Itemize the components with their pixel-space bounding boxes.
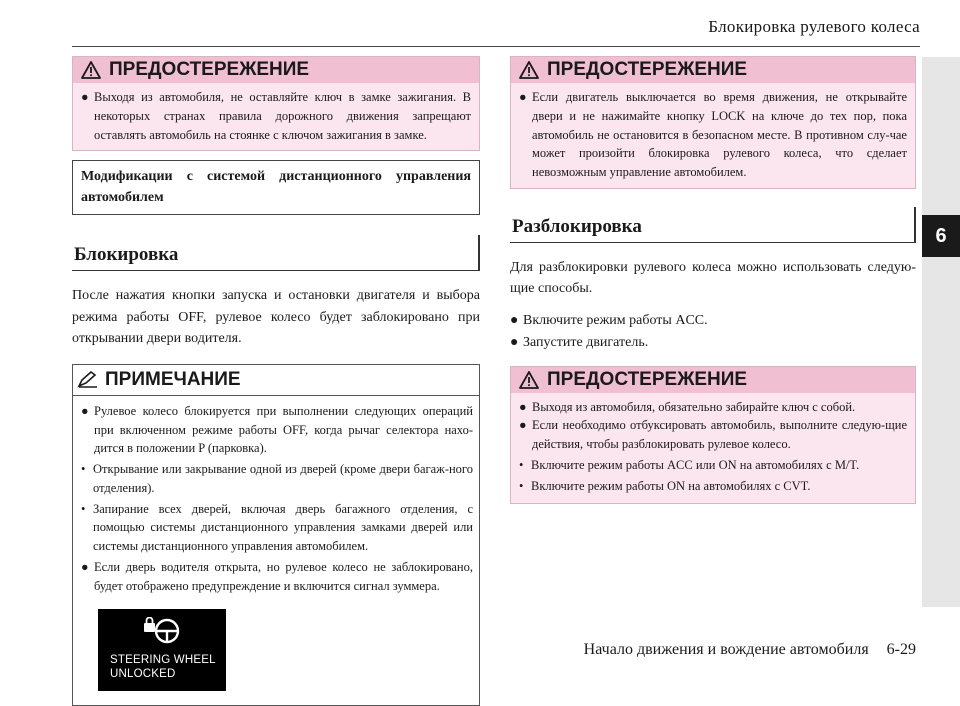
warning-box	[510, 56, 916, 189]
footer-section: Начало движения и вождение автомобиля	[583, 641, 869, 658]
warning-item: ● Если необходимо отбуксировать автомобиль, выполните следую-щие действия, чтобы разблокировать рулевое колесо.	[519, 418, 907, 451]
note-subitem: • Запирание всех дверей, включая дверь багажного отделения, с помощью системы дистанционного управления замками дверей или системы дистанционного управления автомобилем.	[81, 501, 473, 554]
warning-header	[511, 367, 915, 393]
steering-unlocked-display	[98, 609, 226, 691]
chapter-side-tab	[922, 57, 960, 607]
warning-title: ПРЕДОСТЕРЕЖЕНИЕ	[547, 59, 748, 80]
note-subitem: • Открывание или закрывание одной из дверей (кроме двери багаж-ного отделения).	[81, 462, 473, 495]
page-number: 6-29	[886, 641, 916, 658]
warning-item: ● Если двигатель выключается во время движения, не открывайте двери и не нажимайте кнопку LOCK на ключе до тех пор, пока автомобиль не остановится в безопасном месте. В противном слу-чае может произойти блокировка рулевого колеса, что сделает невозможным управление автомобилем.	[519, 90, 907, 179]
warning-subitem: • Включите режим работы ACC или ON на автомобилях с M/T.	[519, 457, 860, 472]
page-footer	[584, 641, 916, 659]
list-item: ● Включите режим работы ACC.	[510, 313, 708, 329]
display-line-2: UNLOCKED	[110, 667, 176, 680]
warning-triangle-icon	[519, 371, 539, 389]
warning-box	[72, 56, 480, 151]
section-title-unlock: Разблокировка	[510, 207, 916, 243]
page-header-title: Блокировка рулевого колеса	[708, 17, 920, 36]
warning-header	[511, 57, 915, 83]
warning-triangle-icon	[81, 61, 101, 79]
warning-item: ● Выходя из автомобиля, не оставляйте ключ в замке зажигания. В некоторых странах правила дорожного движения запрещают оставлять автомобиль на стоянке с ключом зажигания в замке.	[81, 90, 471, 142]
right-column	[510, 56, 916, 513]
unlock-paragraph: Для разблокировки рулевого колеса можно использовать следую-щие способы.	[510, 259, 916, 297]
warning-subitem: • Включите режим работы ON на автомобилях с CVT.	[519, 478, 811, 493]
warning-box	[510, 366, 916, 505]
models-box: Модификации с системой дистанционного управления автомобилем	[72, 160, 480, 215]
left-column	[72, 56, 480, 706]
note-item: ● Рулевое колесо блокируется при выполнении следующих операций при включенном режиме работы OFF, когда рычаг селектора нахо-дится в положении P (парковка).	[81, 403, 473, 456]
warning-header	[73, 57, 479, 83]
display-line-1: STEERING WHEEL	[110, 654, 216, 667]
lock-paragraph: После нажатия кнопки запуска и остановки двигателя и выбора режима работы OFF, рулевое колесо будет заблокировано при открывании двери водителя.	[72, 287, 480, 347]
note-item: ● Если дверь водителя открыта, но рулевое колесо не заблокировано, будет отображено предупреждение и включится сигнал зуммера.	[81, 559, 473, 593]
header-rule	[72, 46, 920, 47]
warning-item: ● Выходя из автомобиля, обязательно забирайте ключ с собой.	[519, 399, 856, 414]
steering-wheel-lock-icon	[142, 617, 182, 647]
unlock-methods-list	[510, 310, 916, 353]
note-title: ПРИМЕЧАНИЕ	[105, 368, 241, 390]
warning-triangle-icon	[519, 61, 539, 79]
warning-title: ПРЕДОСТЕРЕЖЕНИЕ	[109, 59, 310, 80]
note-header	[73, 365, 479, 396]
chapter-number: 6	[922, 215, 960, 257]
pencil-note-icon	[77, 371, 99, 389]
note-box	[72, 364, 480, 706]
list-item: ● Запустите двигатель.	[510, 334, 649, 350]
warning-title: ПРЕДОСТЕРЕЖЕНИЕ	[547, 368, 748, 390]
section-title-lock: Блокировка	[72, 235, 480, 271]
